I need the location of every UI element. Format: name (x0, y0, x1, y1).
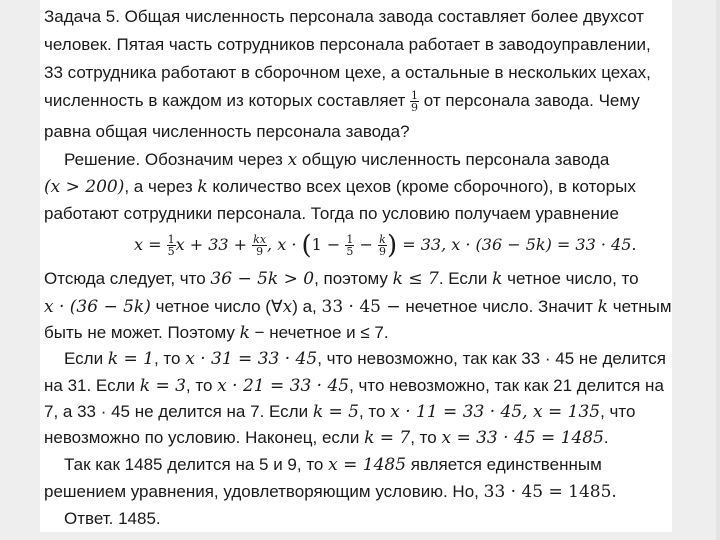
fraction (378, 234, 387, 257)
text: является единственным (410, 455, 602, 474)
scrollbar[interactable] (716, 0, 720, 540)
math: k = 3 (139, 376, 186, 396)
math: x · (36 − 5k) (44, 297, 151, 317)
text: количество всех цехов (кроме сборочного), в которых (212, 177, 636, 196)
numerator: k (379, 233, 386, 246)
fraction (252, 234, 267, 257)
text: , то (358, 402, 386, 421)
denominator: 9 (256, 245, 264, 258)
text: Задача 5. Общая численность персонала завода составляет более двухсот (44, 7, 644, 26)
math: x = (134, 235, 167, 254)
math: x · 21 = 33 · 45 (217, 376, 350, 396)
text: ) а, (292, 297, 317, 316)
answer-line (64, 508, 672, 530)
math: 33 · 45 − (321, 297, 401, 317)
fraction (167, 234, 176, 257)
math: x (282, 297, 293, 317)
fraction (345, 234, 354, 257)
solution-line-3 (44, 203, 672, 225)
text: , что невозможно, так как 21 делится на (349, 376, 664, 395)
denominator: 5 (167, 245, 175, 258)
solution-line-9 (44, 375, 672, 397)
math: k (197, 177, 208, 197)
text: четное число, то (507, 269, 639, 288)
text: быть не может. Поэтому (44, 323, 235, 342)
math: x + 33 + (175, 235, 248, 254)
text: равна общая численность персонала завода? (44, 122, 410, 141)
text: , то (410, 428, 437, 447)
text: невозможно по условию. Наконец, если (44, 428, 360, 447)
math: k = 1 (107, 349, 154, 369)
solution-line-2 (44, 176, 672, 198)
answer-text: Ответ. 1485. (64, 509, 161, 528)
math: k ≤ 7 (392, 269, 439, 289)
paren-close: ) (387, 230, 398, 261)
text: общую численность персонала завода (301, 150, 610, 169)
slide-page (40, 0, 672, 532)
problem-line-4 (44, 90, 672, 113)
math: x · 31 = 33 · 45 (185, 349, 318, 369)
math: x = 1485 (328, 455, 407, 475)
text: , то (185, 376, 213, 395)
fraction-one-ninth (410, 90, 419, 113)
problem-line-1 (44, 6, 672, 28)
solution-line-12 (64, 454, 672, 476)
text: Решение. Обозначим через (64, 150, 283, 169)
math: x · 11 = 33 · 45, x = 135 (390, 402, 601, 422)
text: от персонала завода. Чему (423, 91, 640, 110)
math: x = 33 · 45 = 1485 (441, 428, 604, 448)
solution-line-5 (44, 268, 672, 290)
text: четным (612, 297, 672, 316)
numerator: 1 (167, 233, 175, 246)
math: x (287, 150, 298, 170)
text: . Если (438, 269, 488, 288)
text: Если (64, 349, 104, 368)
text: Отсюда следует, что (44, 269, 206, 288)
text: , что невозможно, так как 33 · 45 не делится (317, 349, 666, 368)
math: = 33, x · (36 − 5k) = 33 · 45. (397, 235, 637, 254)
main-equation (134, 228, 672, 262)
text: работают сотрудники персонала. Тогда по условию получаем уравнение (44, 204, 619, 223)
text: , поэтому (314, 269, 388, 288)
math: k = 7 (364, 428, 411, 448)
denominator: 5 (346, 245, 354, 258)
text: , то (153, 349, 181, 368)
text: человек. Пятая часть сотрудников персонала работает в заводоуправлении, (44, 35, 651, 54)
numerator: 1 (411, 89, 419, 103)
math: k = 5 (312, 402, 359, 422)
paren-open: ( (301, 230, 312, 261)
math: (x > 200) (44, 177, 125, 197)
text: Так как 1485 делится на 5 и 9, то (64, 455, 324, 474)
solution-line-7 (44, 322, 672, 344)
text: . (603, 428, 609, 447)
text: , а через (124, 177, 193, 196)
solution-line-10 (44, 401, 672, 423)
solution-line-8 (64, 348, 672, 370)
solution-line-1 (64, 149, 672, 171)
math: 1 − (311, 235, 341, 254)
text: − нечетное и ≤ 7. (254, 323, 389, 342)
denominator: 9 (379, 245, 386, 258)
problem-line-3 (44, 62, 672, 84)
math: 36 − 5k > 0 (210, 269, 315, 289)
numerator: kx (253, 233, 267, 246)
math: − (359, 235, 373, 254)
problem-line-5 (44, 121, 672, 143)
denominator: 9 (411, 101, 419, 115)
solution-line-6 (44, 296, 672, 318)
math: k (239, 323, 250, 343)
math: , x · (267, 235, 302, 254)
math: k (597, 297, 608, 317)
text: четное число (∀ (155, 297, 283, 316)
text: численность в каждом из которых составляет (44, 91, 406, 110)
text: 7, а 33 · 45 не делится на 7. Если (44, 402, 309, 421)
text: решением уравнения, удовлетворяющим условию. Но, (44, 482, 479, 501)
text: 33 сотрудника работают в сборочном цехе, а остальные в нескольких цехах, (44, 63, 651, 82)
math: 33 · 45 = 1485. (483, 482, 617, 502)
text: , что (600, 402, 636, 421)
solution-line-11 (44, 427, 672, 449)
solution-line-13 (44, 481, 672, 503)
math: k (492, 269, 503, 289)
text: на 31. Если (44, 376, 135, 395)
numerator: 1 (346, 233, 354, 246)
text: нечетное число. Значит (405, 297, 593, 316)
problem-line-2 (44, 34, 672, 56)
